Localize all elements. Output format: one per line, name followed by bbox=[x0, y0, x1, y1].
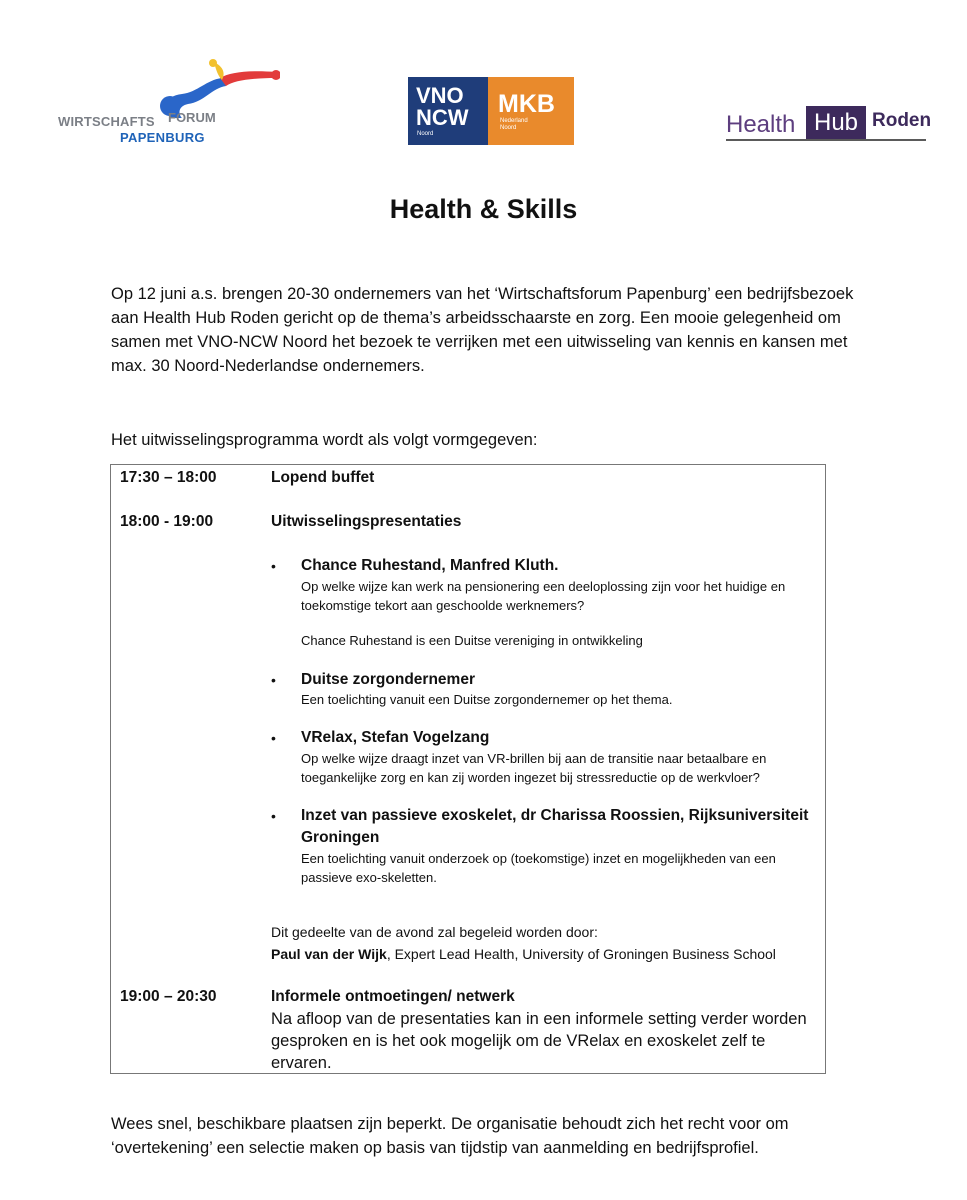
vno-ncw-block bbox=[408, 77, 488, 145]
presentation-1-title: Chance Ruhestand, Manfred Kluth. bbox=[301, 557, 559, 574]
presentation-1-note: Chance Ruhestand is een Duitse vereniging in ontwikkeling bbox=[301, 633, 643, 648]
slot2-time: 18:00 - 19:00 bbox=[120, 513, 214, 530]
presentation-4-title: Inzet van passieve exoskelet, dr Charissa Roossien, Rijksuniversiteit Groningen bbox=[301, 807, 809, 846]
slot3-title: Informele ontmoetingen/ netwerk bbox=[271, 988, 515, 1005]
presentation-2-desc: Een toelichting vanuit een Duitse zorgondernemer op het thema. bbox=[301, 692, 673, 707]
moderator-name: Paul van der Wijk bbox=[271, 946, 387, 962]
mkb-block bbox=[488, 77, 574, 145]
wirtschaftsforum-mark-icon bbox=[130, 58, 280, 118]
health-hub-roden-logo bbox=[726, 104, 932, 142]
moderator-role: , Expert Lead Health, University of Groningen Business School bbox=[386, 946, 776, 962]
wirtschaftsforum-logo bbox=[58, 58, 218, 150]
program-lead: Het uitwisselingsprogramma wordt als volgt vormgegeven: bbox=[111, 431, 538, 449]
bullet-icon: • bbox=[271, 558, 276, 574]
health-hub-underline bbox=[726, 139, 926, 141]
health-hub-word-hub: Hub bbox=[806, 106, 866, 139]
presentation-1-desc: Op welke wijze kan werk na pensionering een deeloplossing zijn voor het huidige en toekomstige tekort aan geschoolde werknemers? bbox=[301, 579, 786, 613]
program-table bbox=[110, 464, 826, 1074]
bullet-icon: • bbox=[271, 808, 276, 824]
slot1-time: 17:30 – 18:00 bbox=[120, 469, 217, 486]
presentation-3-title: VRelax, Stefan Vogelzang bbox=[301, 729, 490, 746]
page-title: Health & Skills bbox=[389, 194, 578, 224]
presentation-3-desc: Op welke wijze draagt inzet van VR-brillen bij aan de transitie naar betaalbare en toegankelijke zorg en kan zij worden ingezet bij stressreductie op de werkvloer? bbox=[301, 751, 767, 785]
closing-paragraph: Wees snel, beschikbare plaatsen zijn beperkt. De organisatie behoudt zich het recht voor om ‘overtekening’ een selectie maken op basis van tijdstip van aanmelding en bedrijfsprofiel. bbox=[111, 1115, 789, 1157]
moderator-line bbox=[271, 943, 776, 965]
presentation-2-title: Duitse zorgondernemer bbox=[301, 671, 475, 688]
mkb-sub-text-2: Noord bbox=[500, 125, 517, 131]
intro-text: Op 12 juni a.s. brengen 20-30 ondernemers van het ‘Wirtschaftsforum Papenburg’ een bedrijfsbezoek aan Health Hub Roden gericht op de thema’s arbeidsschaarste en zorg. Een mooie gelegenheid om samen met VNO-NCW Noord het bezoek te verrijken met een uitwisseling van kennis en kansen met max. 30 Noord-Nederlandse ondernemers. bbox=[111, 285, 854, 375]
wirtschaftsforum-word1: WIRTSCHAFTS bbox=[58, 114, 155, 129]
presentation-4-desc: Een toelichting vanuit onderzoek op (toekomstige) inzet en mogelijkheden van een passieve exo-skeletten. bbox=[301, 851, 776, 885]
mkb-text: MKB bbox=[498, 90, 555, 118]
mkb-sub-text-1: Nederland bbox=[500, 118, 528, 124]
intro-paragraph bbox=[111, 282, 871, 378]
vno-ncw-mkb-logo bbox=[408, 77, 574, 145]
bullet-icon: • bbox=[271, 730, 276, 746]
slot2-title: Uitwisselingspresentaties bbox=[271, 513, 462, 530]
wirtschaftsforum-word3: PAPENBURG bbox=[120, 130, 205, 145]
health-hub-word-roden: Roden bbox=[872, 110, 932, 131]
health-hub-word-health: Health bbox=[726, 111, 796, 138]
slot3-time: 19:00 – 20:30 bbox=[120, 988, 217, 1005]
vno-sub-text: Noord bbox=[417, 131, 434, 137]
slot1-title: Lopend buffet bbox=[271, 469, 375, 486]
wirtschaftsforum-word2: FORUM bbox=[168, 110, 216, 125]
ncw-text: NCW bbox=[416, 105, 469, 130]
vno-text: VNO bbox=[416, 83, 464, 108]
slot3-desc: Na afloop van de presentaties kan in een informele setting verder worden gesproken en is het ook mogelijk om de VRelax en exoskelet zelf te ervaren. bbox=[271, 1010, 807, 1072]
moderator-intro: Dit gedeelte van de avond zal begeleid worden door: bbox=[271, 924, 598, 940]
bullet-icon: • bbox=[271, 672, 276, 688]
